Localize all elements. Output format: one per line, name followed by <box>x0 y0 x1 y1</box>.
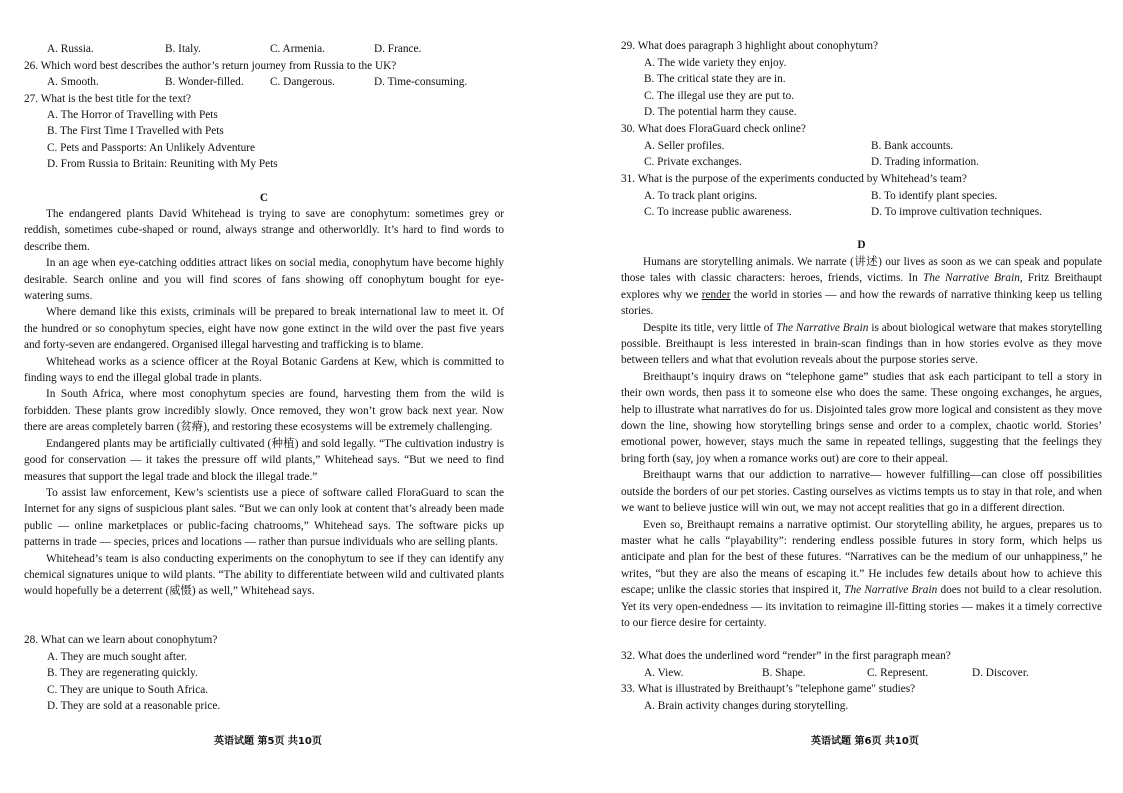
q25-option-b[interactable]: B. Italy. <box>165 43 201 55</box>
passage-c-paragraph: In South Africa, where most conophytum species are found, harvesting them from the wild is forbidden. These plants grow incredibly slowly. Once removed, they won’t grow back next year. Now there are areas completely barren (贫瘠), and restoring these ecosystems will be extremely challenging. <box>24 388 504 434</box>
q29-option-a[interactable]: A. The wide variety they enjoy. <box>644 57 787 69</box>
passage-d <box>621 254 1102 631</box>
q28-option-a[interactable]: A. They are much sought after. <box>47 651 188 663</box>
passage-c-paragraph: Whitehead’s team is also conducting experiments on the conophytum to see if they can identify any chemical signatures unique to wild plants. “The ability to differentiate between wild and cultivated plants would hopefully be a deterrent (威慑) as well,” Whitehead says. <box>24 552 504 598</box>
q26-option-d[interactable]: D. Time-consuming. <box>374 76 468 88</box>
q32-option-c[interactable]: C. Represent. <box>867 667 929 679</box>
passage-c-paragraph: The endangered plants David Whitehead is trying to save are conophytum: sometimes grey or reddish, sometimes cube-shaped or round, always strange and otherworldly. It’s hard to find words to describe them. <box>24 208 504 253</box>
q26-option-b[interactable]: B. Wonder-filled. <box>165 76 244 88</box>
passage-d-paragraph-4: Breithaupt warns that our addiction to narrative— however fulfilling—can close off possibilities outside the borders of our pet stories. Casting ourselves as victims tempts us to stay in that role, and when we want to believe justice will win out, we may not accept realities that go in a different direction. <box>621 469 1102 515</box>
q29-stem: 29. What does paragraph 3 highlight about conophytum? <box>621 40 879 52</box>
q32-option-b[interactable]: B. Shape. <box>762 667 806 679</box>
q30-option-d[interactable]: D. Trading information. <box>871 156 979 169</box>
q28-options <box>24 649 527 715</box>
q27-option-b[interactable]: B. The First Time I Travelled with Pets <box>47 125 224 138</box>
q30-option-a[interactable]: A. Seller profiles. <box>644 140 725 152</box>
q30-stem: 30. What does FloraGuard check online? <box>621 123 806 135</box>
q29-options <box>621 55 1123 121</box>
q33-option-a[interactable]: A. Brain activity changes during storytelling. <box>644 700 849 712</box>
q27-option-c[interactable]: C. Pets and Passports: An Unlikely Adventure <box>47 141 256 154</box>
paragraph-text: is about biological wetware that makes storytelling possible. Breithaupt is less interested in brain-scan findings than in how stories evolve as they move between tellers and what that evolution reveals about the purpose stories serve. <box>621 321 1102 367</box>
passage-c-paragraph: Whitehead works as a science officer at the Royal Botanic Gardens at Kew, which is committed to finding ways to end the illegal global trade in plants. <box>24 355 504 385</box>
q27-option-d[interactable]: D. From Russia to Britain: Reuniting with My Pets <box>47 158 278 171</box>
passage-c-paragraph: Endangered plants may be artificially cultivated (种植) and sold legally. “The cultivation industry is good for conservation — it takes the pressure off wild plants,” Whitehead says. “But we need to find measures that support the legal trade and block the illegal trade.” <box>24 437 504 483</box>
passage-d-paragraph-2 <box>621 320 1102 369</box>
passage-c-paragraph: In an age when eye-catching oddities attract likes on social media, conophytum have become highly desirable. Search online and you will find scores of fans showing off conophytum bought for eye-watering sums. <box>24 257 504 303</box>
book-title: The Narrative Brain <box>844 584 938 597</box>
q30-options <box>621 138 1123 171</box>
q28-stem: 28. What can we learn about conophytum? <box>24 634 218 646</box>
q29-option-d[interactable]: D. The potential harm they cause. <box>644 106 797 119</box>
book-title: The Narrative Brain <box>922 272 1020 285</box>
paragraph-text: Despite its title, very little of <box>643 321 777 334</box>
passage-c-paragraph: Where demand like this exists, criminals will be prepared to break international law to meet it. Of the hundred or so conophytum species, eight have now gone extinct in the wild over the past five years and forty-seven are endangered. Organised illegal harvesting and trafficking is to blame. <box>24 306 504 352</box>
passage-d-paragraph-5 <box>621 517 1102 632</box>
q32-stem: 32. What does the underlined word “render” in the first paragraph mean? <box>621 650 951 662</box>
book-title: The Narrative Brain <box>776 321 869 334</box>
paragraph-text: the world in stories — and how the rewards of narrative thinking keep us telling stories. <box>621 288 1102 318</box>
q30-option-c[interactable]: C. Private exchanges. <box>644 156 742 169</box>
q31-option-a[interactable]: A. To track plant origins. <box>644 190 758 202</box>
q28-option-b[interactable]: B. They are regenerating quickly. <box>47 667 198 680</box>
q31-option-d[interactable]: D. To improve cultivation techniques. <box>871 206 1042 219</box>
paragraph-text: Even so, Breithaupt remains a narrative optimist. Our storytelling ability, he argues, prepares us to master what he calls “playability”: rendering endless possible futures in story form, which helps us anticipate and plan for the best of these futures. “Narratives can be the medium of our unhappiness,” he writes, “but they are also the means of escaping it.” He includes few details about how to achieve this escape; unlike the classic stories that inspired it, <box>621 518 1102 597</box>
paragraph-text: does not build to a clear resolution. Yet its very open-endedness — its invitation to reimagine ill-fitting stories — makes it a timely corrective to our fierce desire for certainty. <box>621 584 1102 629</box>
q29-option-c[interactable]: C. The illegal use they are put to. <box>644 89 795 102</box>
q26-option-a[interactable]: A. Smooth. <box>47 76 99 88</box>
q30-option-b[interactable]: B. Bank accounts. <box>871 140 954 152</box>
page-footer: 英语试题 第6页 共10页 <box>811 736 919 747</box>
q31-option-b[interactable]: B. To identify plant species. <box>871 190 998 202</box>
q25-option-a[interactable]: A. Russia. <box>47 43 94 55</box>
q31-option-c[interactable]: C. To increase public awareness. <box>644 206 792 219</box>
paragraph-text: , Fritz Breithaupt explores why we <box>621 272 1103 301</box>
q27-stem: 27. What is the best title for the text? <box>24 93 192 105</box>
q25-options <box>24 41 527 57</box>
q32-options <box>621 665 1123 681</box>
passage-c <box>24 206 504 600</box>
passage-d-paragraph-1 <box>621 254 1102 320</box>
q32-option-a[interactable]: A. View. <box>644 667 684 679</box>
q31-stem: 31. What is the purpose of the experiments conducted by Whitehead’s team? <box>621 173 967 185</box>
q32-option-d[interactable]: D. Discover. <box>972 667 1029 679</box>
q33-stem: 33. What is illustrated by Breithaupt’s "telephone game" studies? <box>621 683 916 695</box>
underlined-word-render: render <box>701 288 731 301</box>
q27-option-a[interactable]: A. The Horror of Travelling with Pets <box>47 109 218 121</box>
q26-stem: 26. Which word best describes the author’s return journey from Russia to the UK? <box>24 60 397 72</box>
q26-option-c[interactable]: C. Dangerous. <box>270 76 335 88</box>
q25-option-c[interactable]: C. Armenia. <box>270 43 325 55</box>
q26-options <box>24 74 527 90</box>
section-d-heading: D <box>857 239 866 251</box>
q28-option-d[interactable]: D. They are sold at a reasonable price. <box>47 700 221 713</box>
page-footer: 英语试题 第5页 共10页 <box>214 736 322 747</box>
q28-option-c[interactable]: C. They are unique to South Africa. <box>47 683 209 696</box>
paragraph-text: Humans are storytelling animals. We narrate (讲述) our lives as soon as we can speak and populate those tales with classic characters: heroes, friends, victims. In <box>621 256 1102 285</box>
q31-options <box>621 188 1123 221</box>
q25-option-d[interactable]: D. France. <box>374 43 422 55</box>
section-c-heading: C <box>259 192 269 204</box>
q27-options <box>24 107 527 173</box>
q33-options <box>621 698 1123 714</box>
q29-option-b[interactable]: B. The critical state they are in. <box>644 73 786 86</box>
passage-d-paragraph-3: Breithaupt’s inquiry draws on “telephone game” studies that ask each participant to tell a story in their own words, then pass it to someone else who does the same. These ongoing exchanges, he argues, help to illustrate what narratives do for us. Disjointed tales grow more logical and consistent as they move down the line, showing how storytelling brings sense and order to a complex, chaotic world. Stories’ emotional power, however, stays much the same in repeated tellings, suggesting that the feelings they bring forth (say, joy when a romance works out) are core to their appeal. <box>621 370 1102 465</box>
passage-c-paragraph: To assist law enforcement, Kew’s scientists use a piece of software called FloraGuard to scan the Internet for any signs of suspicious plant sales. “But we can only look at content that’s already been made public — online marketplaces or public-facing chatrooms,” Whitehead says. The software picks up patterns in trade — species, prices and locations — rather than pursue individuals who are selling plants. <box>24 486 504 549</box>
